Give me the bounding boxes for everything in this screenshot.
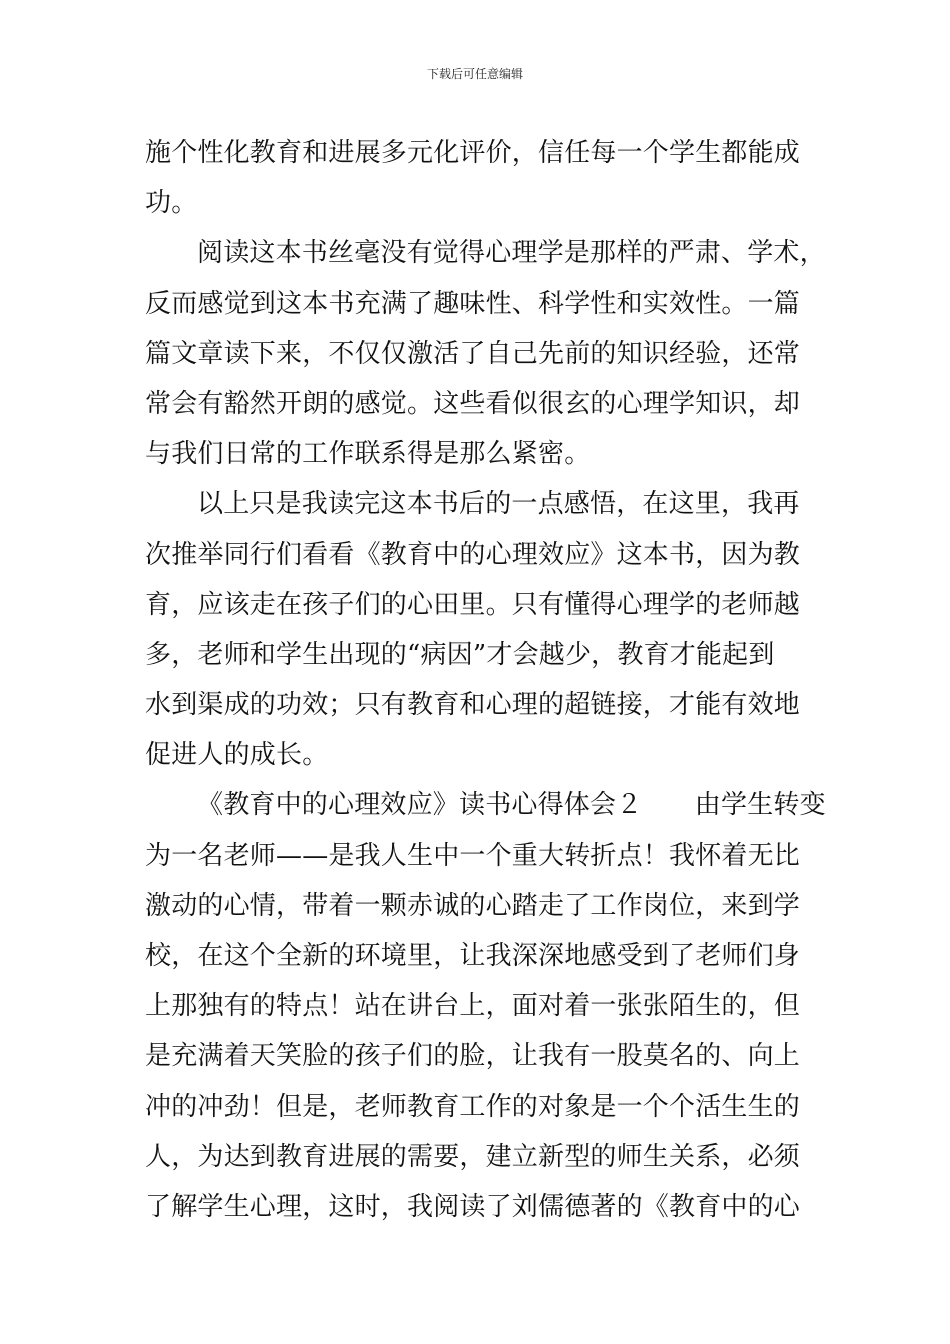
text-line: 施个性化教育和进展多元化评价，信任每一个学生都能成 [145,138,801,168]
document-body [145,128,826,1232]
paragraph-start-line: 《教育中的心理效应》读书心得体会２ 由学生转变 [197,790,826,821]
text-line: 了解学生心理，这时，我阅读了刘儒德著的《教育中的心 [145,1191,801,1222]
text-line: 激动的心情，带着一颗赤诚的心踏走了工作岗位，来到学 [145,890,801,921]
text-line: 水到渠成的功效；只有教育和心理的超链接，才能有效地 [145,690,801,721]
text-line: 与我们日常的工作联系得是那么紧密。 [145,439,591,470]
text-line: 上那独有的特点！站在讲台上，面对着一张张陌生的，但 [145,991,801,1022]
text-line: 常会有豁然开朗的感觉。这些看似很玄的心理学知识，却 [145,388,801,419]
text-line: 促进人的成长。 [145,740,329,771]
text-line: 功。 [145,188,198,219]
text-line: 次推举同行们看看《教育中的心理效应》这本书，因为教 [145,539,801,570]
page-header: 下载后可任意编辑 [426,67,523,81]
text-line: 篇文章读下来，不仅仅激活了自己先前的知识经验，还常 [145,338,801,369]
paragraph-start-line: 阅读这本书丝毫没有觉得心理学是那样的严肃、学术， [197,238,826,269]
text-line: 校，在这个全新的环境里，让我深深地感受到了老师们身 [145,941,801,971]
text-line: 为一名老师——是我人生中一个重大转折点！我怀着无比 [145,840,801,871]
paragraph-start-line: 以上只是我读完这本书后的一点感悟，在这里，我再 [197,489,800,520]
text-line: 育，应该走在孩子们的心田里。只有懂得心理学的老师越 [145,589,801,620]
text-line: 反而感觉到这本书充满了趣味性、科学性和实效性。一篇 [145,288,801,319]
text-line: 多，老师和学生出现的“病因”才会越少，教育才能起到 [145,639,775,670]
text-line: 冲的冲劲！但是，老师教育工作的对象是一个个活生生的 [145,1091,801,1122]
text-line: 是充满着天笑脸的孩子们的脸，让我有一股莫名的、向上 [145,1041,801,1072]
text-line: 人，为达到教育进展的需要，建立新型的师生关系，必须 [145,1141,801,1172]
